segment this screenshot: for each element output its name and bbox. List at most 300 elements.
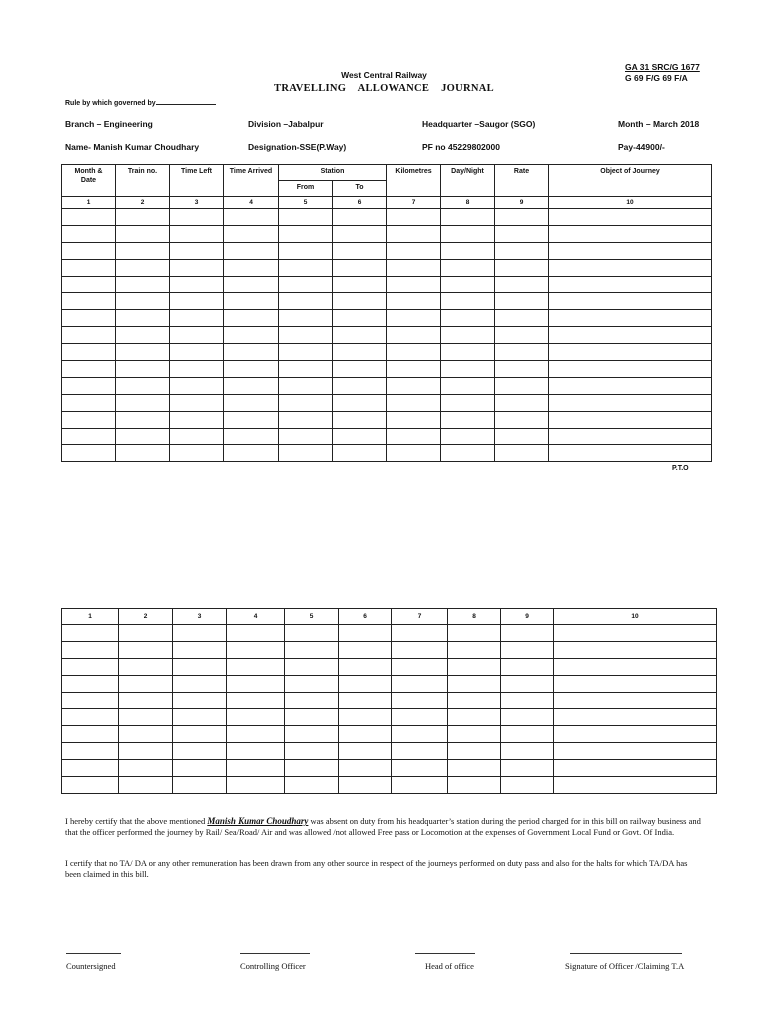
table-cell[interactable]: [333, 445, 387, 462]
table-row: [62, 641, 717, 658]
table-cell[interactable]: [554, 726, 717, 743]
rule-governed-field: [65, 97, 216, 107]
table-cell[interactable]: [224, 361, 279, 378]
table-cell[interactable]: [279, 276, 333, 293]
table-cell[interactable]: [227, 641, 285, 658]
table-cell[interactable]: [549, 225, 712, 242]
table-cell[interactable]: [227, 675, 285, 692]
table-cell[interactable]: [224, 344, 279, 361]
table-cell[interactable]: [279, 377, 333, 394]
table-row: [62, 743, 717, 760]
table-cell[interactable]: [387, 209, 441, 226]
table-cell[interactable]: [333, 242, 387, 259]
table-cell[interactable]: [170, 445, 224, 462]
table-cell[interactable]: [387, 327, 441, 344]
table-cell[interactable]: [279, 411, 333, 428]
table-cell[interactable]: [116, 445, 170, 462]
table-cell[interactable]: [554, 625, 717, 642]
table-cell[interactable]: [224, 411, 279, 428]
table-cell[interactable]: [387, 259, 441, 276]
table-cell[interactable]: [173, 743, 227, 760]
form-code-line2: G 69 F/G 69 F/A: [625, 73, 688, 83]
table-cell[interactable]: [224, 310, 279, 327]
table-cell[interactable]: [279, 242, 333, 259]
table-cell[interactable]: [62, 625, 119, 642]
header-station: Station: [279, 165, 387, 181]
table-cell[interactable]: [501, 726, 554, 743]
table-cell[interactable]: [549, 310, 712, 327]
table-cell[interactable]: [549, 361, 712, 378]
table-cell[interactable]: [116, 394, 170, 411]
table-cell[interactable]: [549, 293, 712, 310]
table-cell[interactable]: [501, 760, 554, 777]
table-cell[interactable]: [224, 445, 279, 462]
table-cell[interactable]: [495, 310, 549, 327]
table-cell[interactable]: [116, 344, 170, 361]
table-cell[interactable]: [224, 276, 279, 293]
table-cell[interactable]: [441, 361, 495, 378]
table-cell[interactable]: [333, 394, 387, 411]
table-cell[interactable]: [554, 658, 717, 675]
table-cell[interactable]: [549, 242, 712, 259]
table-cell[interactable]: [224, 209, 279, 226]
table-cell[interactable]: [224, 225, 279, 242]
table-row: [62, 625, 717, 642]
table-cell[interactable]: [173, 777, 227, 794]
table-cell[interactable]: [116, 225, 170, 242]
table-cell[interactable]: [285, 675, 339, 692]
table-cell[interactable]: [501, 777, 554, 794]
table-cell[interactable]: [392, 777, 448, 794]
column-number: 7: [387, 197, 441, 209]
table-cell[interactable]: [339, 625, 392, 642]
table-cell[interactable]: [441, 276, 495, 293]
table-cell[interactable]: [119, 777, 173, 794]
table-cell[interactable]: [170, 411, 224, 428]
table-cell[interactable]: [495, 428, 549, 445]
table-cell[interactable]: [62, 259, 116, 276]
table-cell[interactable]: [549, 259, 712, 276]
table-cell[interactable]: [441, 344, 495, 361]
table-row: [62, 760, 717, 777]
header-day-night: Day/Night: [441, 165, 495, 197]
table-cell[interactable]: [116, 276, 170, 293]
column-number: 9: [501, 609, 554, 625]
table-cell[interactable]: [116, 310, 170, 327]
table-cell[interactable]: [495, 361, 549, 378]
table-cell[interactable]: [339, 675, 392, 692]
table-cell[interactable]: [549, 327, 712, 344]
table-cell[interactable]: [495, 293, 549, 310]
table-cell[interactable]: [387, 411, 441, 428]
continuation-table: [61, 608, 717, 794]
table-cell[interactable]: [170, 225, 224, 242]
table-cell[interactable]: [170, 344, 224, 361]
table-cell[interactable]: [554, 709, 717, 726]
table-cell[interactable]: [333, 428, 387, 445]
head-of-office-line: [415, 953, 475, 954]
table-cell[interactable]: [62, 777, 119, 794]
column-number: 4: [224, 197, 279, 209]
table-cell[interactable]: [173, 692, 227, 709]
table-cell[interactable]: [227, 777, 285, 794]
table-cell[interactable]: [279, 225, 333, 242]
table-cell[interactable]: [387, 377, 441, 394]
table-cell[interactable]: [441, 411, 495, 428]
table-cell[interactable]: [501, 658, 554, 675]
table-cell[interactable]: [387, 394, 441, 411]
table-cell[interactable]: [173, 726, 227, 743]
table-row: [62, 310, 712, 327]
table-cell[interactable]: [448, 625, 501, 642]
table-cell[interactable]: [62, 209, 116, 226]
table-row: [62, 242, 712, 259]
table-row: [62, 377, 712, 394]
table-cell[interactable]: [448, 641, 501, 658]
table-cell[interactable]: [549, 445, 712, 462]
table-cell[interactable]: [116, 361, 170, 378]
table-cell[interactable]: [116, 209, 170, 226]
table-cell[interactable]: [279, 209, 333, 226]
month-field: Month – March 2018: [618, 119, 700, 129]
table-cell[interactable]: [119, 641, 173, 658]
pf-number-field: PF no 45229802000: [422, 142, 500, 152]
table-row: [62, 225, 712, 242]
table-cell[interactable]: [285, 726, 339, 743]
table-cell[interactable]: [119, 625, 173, 642]
table-cell[interactable]: [549, 344, 712, 361]
table-cell[interactable]: [554, 743, 717, 760]
table-cell[interactable]: [441, 293, 495, 310]
table-row: [62, 709, 717, 726]
column-number: 9: [495, 197, 549, 209]
table-cell[interactable]: [339, 726, 392, 743]
header-time-arrived: Time Arrived: [224, 165, 279, 197]
table-cell[interactable]: [62, 743, 119, 760]
table-cell[interactable]: [339, 709, 392, 726]
table-cell[interactable]: [62, 411, 116, 428]
table-cell[interactable]: [554, 777, 717, 794]
table-cell[interactable]: [554, 692, 717, 709]
table-cell[interactable]: [170, 428, 224, 445]
rule-governed-label: Rule by which governed by: [65, 100, 156, 107]
table-cell[interactable]: [554, 675, 717, 692]
name-field: Name- Manish Kumar Choudhary: [65, 142, 200, 152]
table-cell[interactable]: [392, 692, 448, 709]
table-cell[interactable]: [62, 361, 116, 378]
division-field: Division –Jabalpur: [248, 119, 324, 129]
table-cell[interactable]: [62, 225, 116, 242]
table-cell[interactable]: [333, 411, 387, 428]
table-cell[interactable]: [448, 726, 501, 743]
table-cell[interactable]: [116, 377, 170, 394]
table-cell[interactable]: [119, 760, 173, 777]
table-cell[interactable]: [116, 411, 170, 428]
table-cell[interactable]: [448, 692, 501, 709]
table-cell[interactable]: [279, 428, 333, 445]
table-cell[interactable]: [62, 709, 119, 726]
table-cell[interactable]: [495, 445, 549, 462]
table-cell[interactable]: [387, 293, 441, 310]
table-cell[interactable]: [62, 242, 116, 259]
table-cell[interactable]: [170, 377, 224, 394]
table-cell[interactable]: [495, 411, 549, 428]
table-cell[interactable]: [62, 276, 116, 293]
table-cell[interactable]: [392, 641, 448, 658]
table-cell[interactable]: [495, 259, 549, 276]
table-cell[interactable]: [501, 743, 554, 760]
table-cell[interactable]: [339, 743, 392, 760]
table-cell[interactable]: [549, 394, 712, 411]
table-cell[interactable]: [501, 641, 554, 658]
table-cell[interactable]: [441, 377, 495, 394]
table-cell[interactable]: [339, 692, 392, 709]
table-cell[interactable]: [173, 641, 227, 658]
pto-note: P.T.O: [672, 465, 689, 472]
table-cell[interactable]: [285, 709, 339, 726]
table-cell[interactable]: [227, 743, 285, 760]
table-cell[interactable]: [170, 276, 224, 293]
table-cell[interactable]: [170, 394, 224, 411]
table-cell[interactable]: [387, 428, 441, 445]
column-number: 6: [339, 609, 392, 625]
table-row: [62, 726, 717, 743]
table-cell[interactable]: [441, 327, 495, 344]
table-cell[interactable]: [224, 293, 279, 310]
table-cell[interactable]: [387, 225, 441, 242]
table-cell[interactable]: [387, 344, 441, 361]
table-cell[interactable]: [170, 242, 224, 259]
table-cell[interactable]: [549, 276, 712, 293]
table-cell[interactable]: [387, 242, 441, 259]
table-cell[interactable]: [441, 242, 495, 259]
table-cell[interactable]: [333, 293, 387, 310]
table-cell[interactable]: [333, 310, 387, 327]
table-cell[interactable]: [116, 293, 170, 310]
table-cell[interactable]: [448, 658, 501, 675]
table-cell[interactable]: [62, 445, 116, 462]
table-cell[interactable]: [333, 327, 387, 344]
table-cell[interactable]: [333, 276, 387, 293]
table-cell[interactable]: [387, 310, 441, 327]
table-cell[interactable]: [441, 445, 495, 462]
column-number: 5: [285, 609, 339, 625]
table-cell[interactable]: [279, 259, 333, 276]
table-cell[interactable]: [119, 675, 173, 692]
table-cell[interactable]: [224, 377, 279, 394]
table-cell[interactable]: [448, 777, 501, 794]
table-cell[interactable]: [333, 344, 387, 361]
certification-text-end: was absent on duty from his headquarter’s station during the period charged for in this bill on railway business and that the officer performed the journey by Rail/ Sea/Road/ Air and was allowed /not allowed Free pass or Locomotion at the expenses of Government Local Fund or Govt. Of India.: [65, 816, 701, 837]
table-cell[interactable]: [441, 259, 495, 276]
table-cell[interactable]: [441, 394, 495, 411]
table-cell[interactable]: [339, 777, 392, 794]
table-cell[interactable]: [173, 709, 227, 726]
table-cell[interactable]: [339, 760, 392, 777]
table-cell[interactable]: [549, 428, 712, 445]
table-cell[interactable]: [333, 209, 387, 226]
table-cell[interactable]: [448, 675, 501, 692]
table-cell[interactable]: [227, 760, 285, 777]
table-cell[interactable]: [501, 709, 554, 726]
table-cell[interactable]: [279, 445, 333, 462]
table-cell[interactable]: [279, 310, 333, 327]
table-cell[interactable]: [495, 276, 549, 293]
column-number: 1: [62, 609, 119, 625]
table-cell[interactable]: [224, 428, 279, 445]
header-train-no: Train no.: [116, 165, 170, 197]
table-cell[interactable]: [392, 675, 448, 692]
table-cell[interactable]: [441, 225, 495, 242]
table-cell[interactable]: [62, 692, 119, 709]
table-cell[interactable]: [116, 242, 170, 259]
table-cell[interactable]: [227, 692, 285, 709]
table-cell[interactable]: [173, 625, 227, 642]
table-cell[interactable]: [224, 259, 279, 276]
table-cell[interactable]: [441, 428, 495, 445]
table-cell[interactable]: [495, 394, 549, 411]
table-cell[interactable]: [227, 709, 285, 726]
table-cell[interactable]: [62, 344, 116, 361]
table-cell[interactable]: [119, 743, 173, 760]
table-cell[interactable]: [495, 225, 549, 242]
table-cell[interactable]: [279, 293, 333, 310]
table-cell[interactable]: [285, 692, 339, 709]
table-cell[interactable]: [119, 692, 173, 709]
table-cell[interactable]: [339, 658, 392, 675]
table-cell[interactable]: [62, 377, 116, 394]
table-cell[interactable]: [62, 310, 116, 327]
table-cell[interactable]: [62, 293, 116, 310]
table-cell[interactable]: [62, 641, 119, 658]
table-cell[interactable]: [392, 743, 448, 760]
column-number: 5: [279, 197, 333, 209]
column-number: 3: [170, 197, 224, 209]
certification-paragraph-1: [65, 816, 705, 838]
table-cell[interactable]: [279, 344, 333, 361]
column-number: 2: [119, 609, 173, 625]
table-cell[interactable]: [448, 709, 501, 726]
table-cell[interactable]: [62, 760, 119, 777]
table-cell[interactable]: [392, 658, 448, 675]
table-cell[interactable]: [333, 225, 387, 242]
table-cell[interactable]: [387, 276, 441, 293]
table-cell[interactable]: [333, 259, 387, 276]
table-cell[interactable]: [549, 209, 712, 226]
table-cell[interactable]: [501, 675, 554, 692]
table-cell[interactable]: [170, 293, 224, 310]
table-cell[interactable]: [279, 394, 333, 411]
table-cell[interactable]: [554, 641, 717, 658]
rule-governed-blank[interactable]: [156, 97, 216, 105]
table-cell[interactable]: [62, 394, 116, 411]
table-cell[interactable]: [285, 658, 339, 675]
table-cell[interactable]: [170, 209, 224, 226]
table-cell[interactable]: [170, 327, 224, 344]
table-cell[interactable]: [387, 445, 441, 462]
table-cell[interactable]: [285, 743, 339, 760]
table-cell[interactable]: [501, 625, 554, 642]
designation-field: Designation-SSE(P.Way): [248, 142, 347, 152]
table-cell[interactable]: [495, 209, 549, 226]
table-cell[interactable]: [333, 361, 387, 378]
form-code-line1: GA 31 SRC/G 1677: [625, 62, 700, 72]
table-cell[interactable]: [173, 675, 227, 692]
table-cell[interactable]: [441, 209, 495, 226]
table-cell[interactable]: [554, 760, 717, 777]
table-cell[interactable]: [549, 411, 712, 428]
table-cell[interactable]: [495, 344, 549, 361]
column-number-row: [62, 609, 717, 625]
table-cell[interactable]: [549, 377, 712, 394]
table-cell[interactable]: [116, 327, 170, 344]
table-cell[interactable]: [62, 327, 116, 344]
table-cell[interactable]: [170, 259, 224, 276]
table-cell[interactable]: [224, 242, 279, 259]
table-cell[interactable]: [119, 709, 173, 726]
table-cell[interactable]: [62, 658, 119, 675]
table-cell[interactable]: [501, 692, 554, 709]
table-row: [62, 327, 712, 344]
table-cell[interactable]: [392, 625, 448, 642]
table-cell[interactable]: [170, 310, 224, 327]
table-cell[interactable]: [495, 242, 549, 259]
table-row: [62, 276, 712, 293]
table-cell[interactable]: [227, 726, 285, 743]
table-cell[interactable]: [116, 428, 170, 445]
table-cell[interactable]: [227, 658, 285, 675]
table-cell[interactable]: [173, 658, 227, 675]
table-cell[interactable]: [285, 625, 339, 642]
table-cell[interactable]: [227, 625, 285, 642]
table-cell[interactable]: [224, 327, 279, 344]
table-cell[interactable]: [285, 641, 339, 658]
table-cell[interactable]: [441, 310, 495, 327]
table-cell[interactable]: [387, 361, 441, 378]
table-cell[interactable]: [279, 361, 333, 378]
table-cell[interactable]: [392, 760, 448, 777]
table-cell[interactable]: [339, 641, 392, 658]
certified-officer-name: Manish Kumar Choudhary: [207, 816, 309, 826]
header-kilometres: Kilometres: [387, 165, 441, 197]
table-cell[interactable]: [224, 394, 279, 411]
controlling-officer-label: Controlling Officer: [240, 961, 306, 971]
table-cell[interactable]: [392, 726, 448, 743]
table-cell[interactable]: [448, 743, 501, 760]
table-cell[interactable]: [285, 777, 339, 794]
table-cell[interactable]: [173, 760, 227, 777]
table-cell[interactable]: [392, 709, 448, 726]
table-row: [62, 675, 717, 692]
table-cell[interactable]: [62, 675, 119, 692]
table-cell[interactable]: [116, 259, 170, 276]
table-cell[interactable]: [285, 760, 339, 777]
table-cell[interactable]: [495, 377, 549, 394]
claimant-signature-line: [570, 953, 682, 954]
table-cell[interactable]: [495, 327, 549, 344]
table-cell[interactable]: [448, 760, 501, 777]
table-cell[interactable]: [62, 428, 116, 445]
table-cell[interactable]: [119, 726, 173, 743]
pay-field: Pay-44900/-: [618, 142, 665, 152]
table-cell[interactable]: [279, 327, 333, 344]
table-cell[interactable]: [62, 726, 119, 743]
table-cell[interactable]: [119, 658, 173, 675]
table-cell[interactable]: [333, 377, 387, 394]
certification-paragraph-2: I certify that no TA/ DA or any other remuneration has been drawn from any other source in respect of the journeys performed on duty pass and also for the halts for which TA/DA has been claimed in this bill.: [65, 858, 688, 879]
column-number: 3: [173, 609, 227, 625]
table-cell[interactable]: [170, 361, 224, 378]
